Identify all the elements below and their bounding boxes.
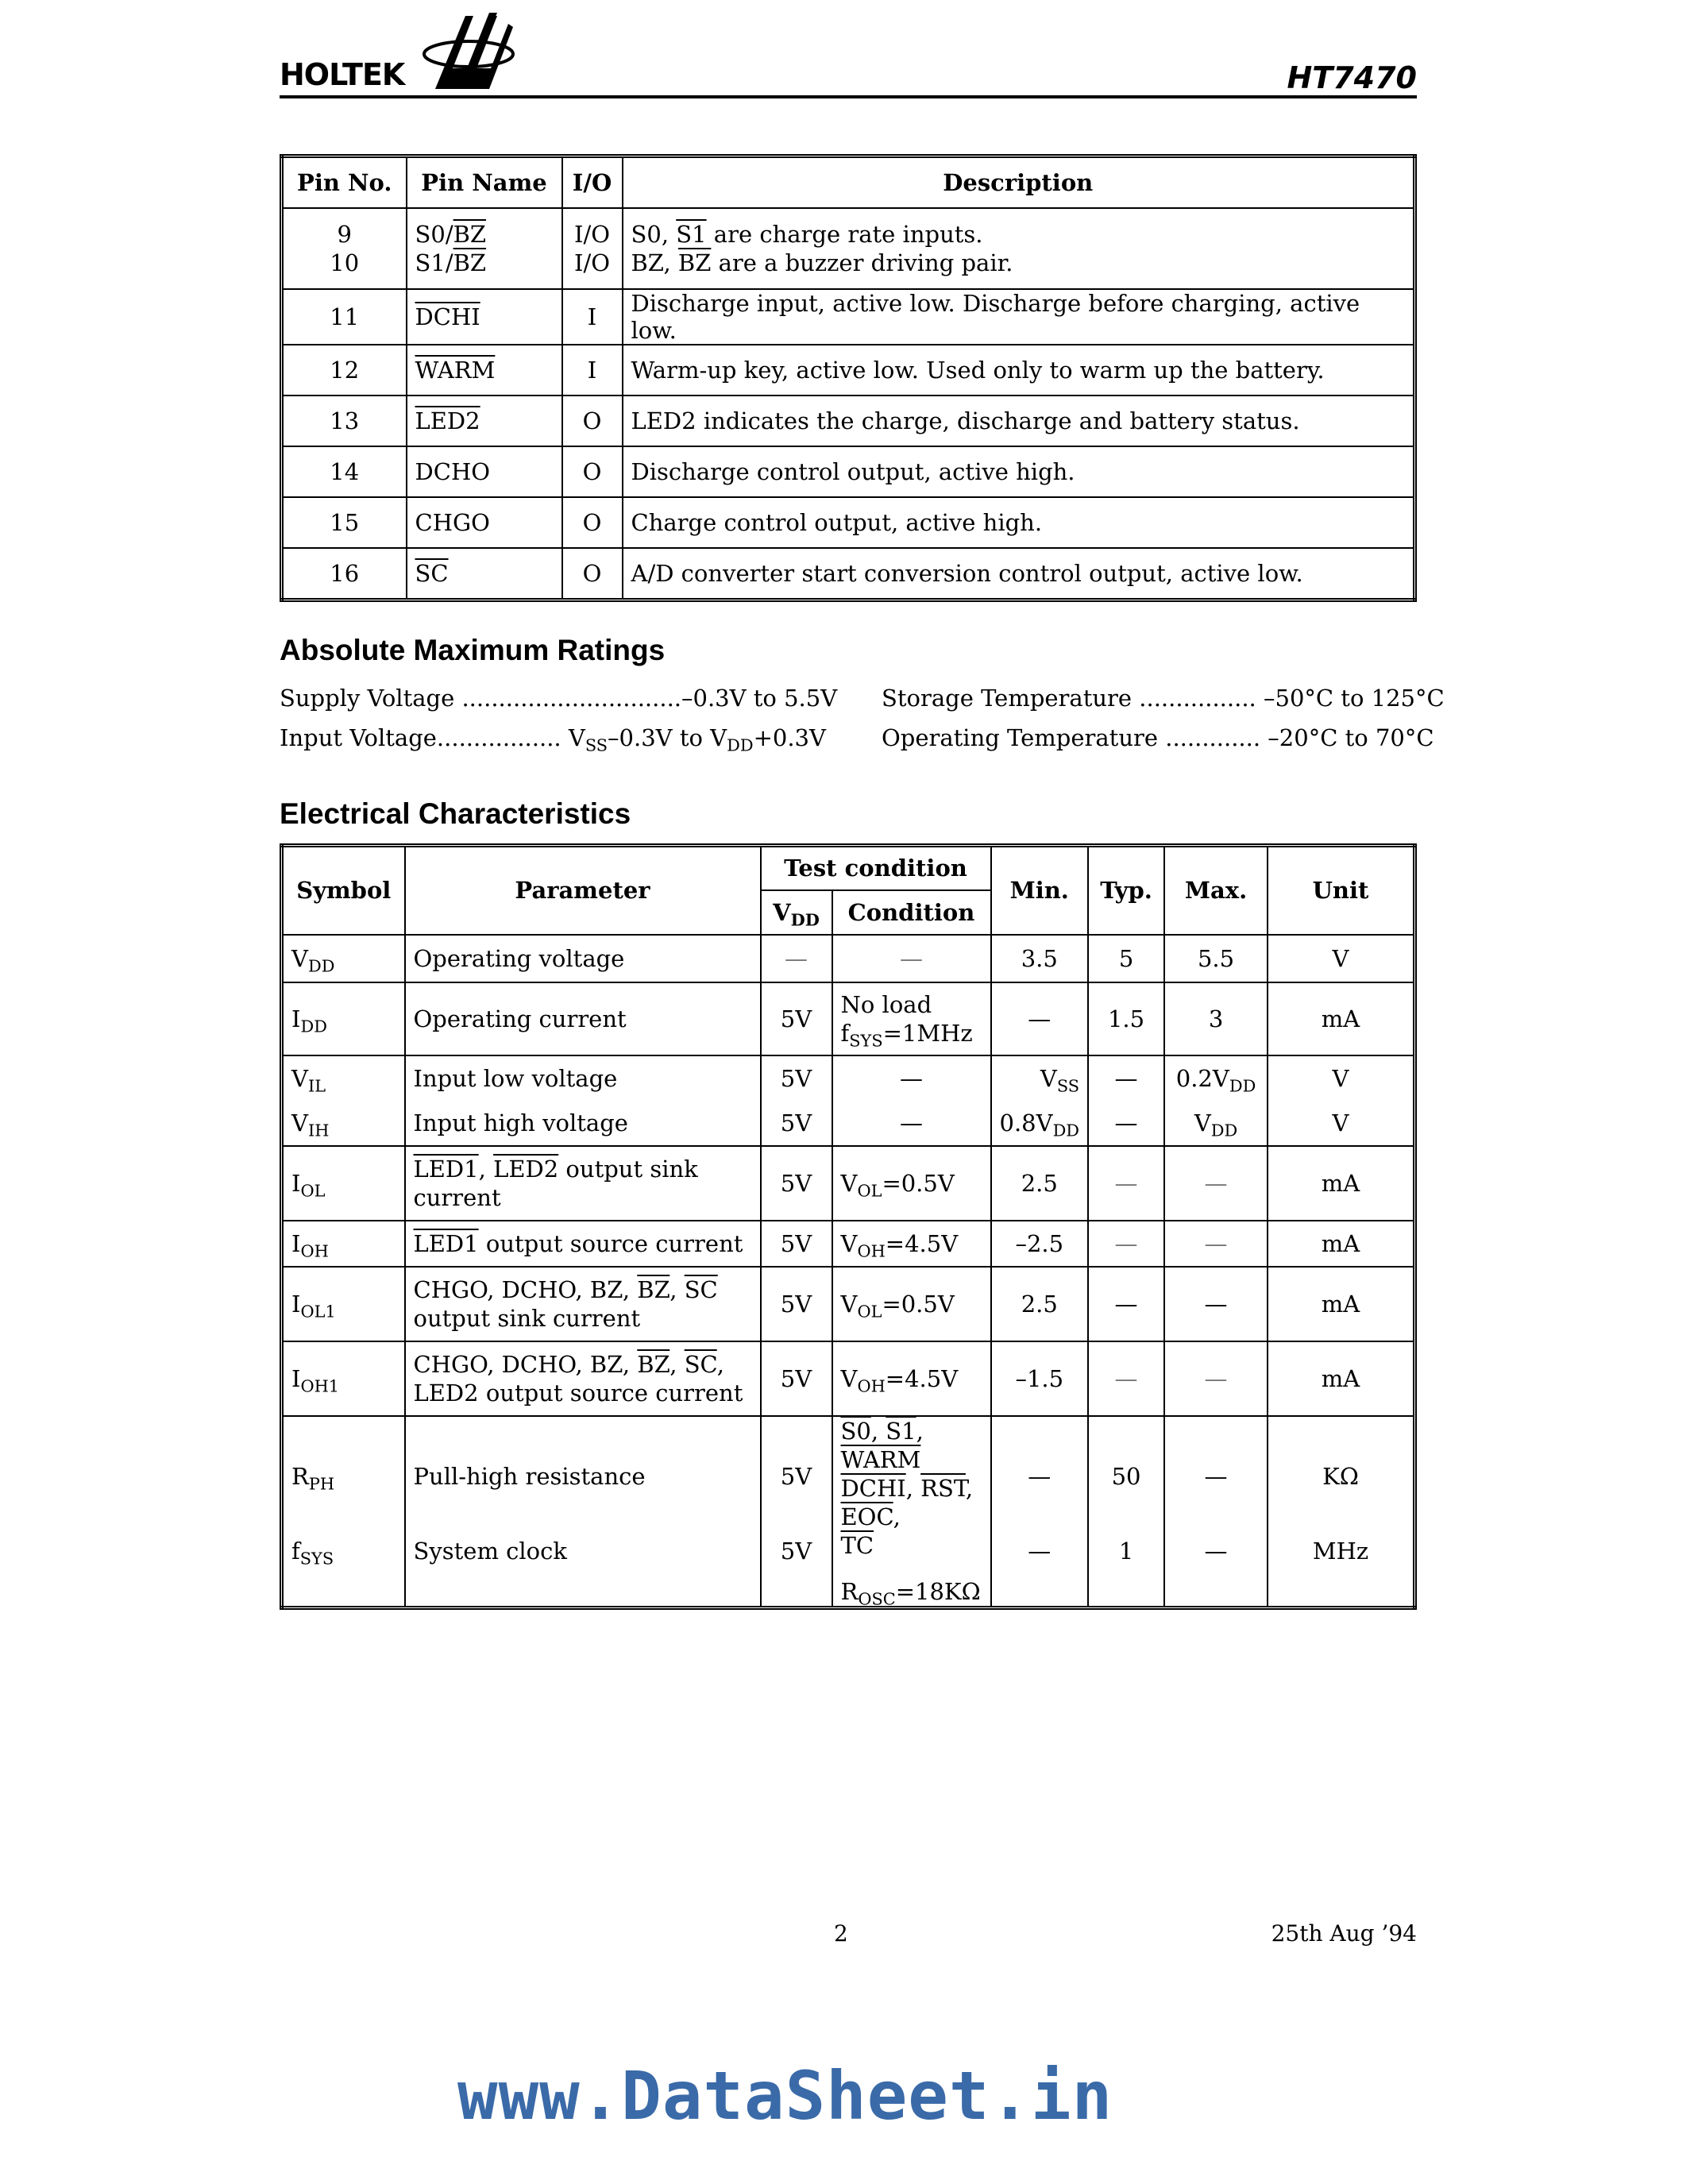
watermark-link[interactable]: www.DataSheet.in [457,2057,1113,2135]
table-header-row [282,846,1415,890]
header-rule [280,95,1417,98]
symbol-cell: $I_{OL}$ [282,1146,405,1221]
col-vdd: $V_{DD}$ [761,890,832,935]
holtek-logo-icon [419,10,515,92]
rating-input-voltage: Input Voltage................. $V_{SS}-0.3V$ to $V_{DD}+0.3V$ [280,724,826,755]
symbol-cell: $I_{DD}$ [282,982,405,1055]
col-unit: Unit [1268,846,1414,935]
col-pin-no: Pin No. [282,156,407,209]
table-row: 13 LED2 O LED2 indicates the charge, discharge and battery status. [282,396,1415,446]
table-row: $I_{OL1}$ CHGO, DCHO, BZ, $\overline{BZ}$, $\overline{SC}$ output sink current 5V $V_{OL}=0.5V$ 2.5 — — mA [282,1267,1415,1341]
table-row: $V_{DD}$ Operating voltage — — 3.5 5 5.5 V [282,935,1415,982]
symbol-cell: $V_{DD}$ [282,935,405,982]
col-min: Min. [991,846,1089,935]
table-row: 12 WARM I Warm-up key, active low. Used only to warm up the battery. [282,345,1415,396]
col-io: I/O [562,156,623,209]
col-typ: Typ. [1088,846,1164,935]
page-header [280,10,1417,98]
table-row: 11 DCHI I Discharge input, active low. Discharge before charging, active low. [282,289,1415,345]
symbol-cell: $I_{OH}$ [282,1221,405,1267]
description-cell: S0, S1 are charge rate inputs. BZ, $\overline{BZ}$ are a buzzer driving pair. [623,208,1415,289]
symbol-cell: $I_{OL1}$ [282,1267,405,1341]
table-row: 16 $\overline{SC}$ O A/D converter start conversion control output, active low. [282,548,1415,600]
table-header-row [282,156,1415,209]
col-pin-name: Pin Name [407,156,562,209]
col-description: Description [623,156,1415,209]
section-title-absolute-max: Absolute Maximum Ratings [280,634,666,666]
col-symbol: Symbol [282,846,405,935]
table-row: $I_{OL}$ LED1, LED2 output sink current 5V $V_{OL}=0.5V$ 2.5 — — mA [282,1146,1415,1221]
rating-supply-voltage: Supply Voltage ..............................–0.3V to 5.5V [280,685,838,712]
electrical-characteristics-table [280,843,1417,1610]
io-cell: I/O I/O [562,208,623,289]
document-date: 25th Aug ’94 [1271,1920,1417,1947]
section-title-electrical: Electrical Characteristics [280,797,631,830]
table-row: 15 CHGO O Charge control output, active high. [282,497,1415,548]
brand-logo-text: HOLTEK [280,57,405,92]
table-row: $I_{DD}$ Operating current 5V No load $f_{SYS}=1MHz$ — 1.5 3 mA [282,982,1415,1055]
pin-name: $S0/\overline{BZ}$ [415,221,487,248]
pin-name: $S1/\overline{BZ}$ [415,249,487,276]
col-max: Max. [1164,846,1268,935]
col-condition: Condition [832,890,991,935]
page-number: 2 [834,1920,848,1947]
table-row: 14 DCHO O Discharge control output, active high. [282,446,1415,497]
rating-operating-temperature: Operating Temperature ............. –20°C to 70°C [882,724,1434,751]
symbol-cell: $R_{PH}$ $f_{SYS}$ [282,1416,405,1608]
symbol-cell: $V_{IL}$ $V_{IH}$ [282,1055,405,1146]
symbol-cell: $I_{OH1}$ [282,1341,405,1416]
table-row: $V_{IL}$ $V_{IH}$ Input low voltage Input high voltage 5V 5V — — $V_{SS}$ $0.8V_{DD}$ — — $0.2V_{DD}$ $V_{DD}$ V V [282,1055,1415,1146]
rating-storage-temperature: Storage Temperature ................ –50°C to 125°C [882,685,1445,712]
table-row: $R_{PH}$ $f_{SYS}$ Pull-high resistance System clock 5V 5V S0, S1, WARM DCHI, $\overline{RST}$, $\overline{EOC}$, $\overline{TC}$ $R_{OSC}=18K\Omega$ — — 50 1 — — KΩ MHz [282,1416,1415,1608]
pin-no-cell: 9 10 [282,208,407,289]
table-row [282,208,1415,289]
col-test-condition: Test condition [761,846,991,890]
table-row: $I_{OH}$ LED1 output source current 5V $V_{OH}=4.5V$ –2.5 — — mA [282,1221,1415,1267]
part-number: HT7470 [1287,60,1417,95]
table-row: $I_{OH1}$ CHGO, DCHO, BZ, $\overline{BZ}$, $\overline{SC}$, LED2 output source current 5V $V_{OH}=4.5V$ –1.5 — — mA [282,1341,1415,1416]
col-parameter: Parameter [405,846,761,935]
pin-name-cell [407,208,562,289]
pin-description-table [280,154,1417,602]
